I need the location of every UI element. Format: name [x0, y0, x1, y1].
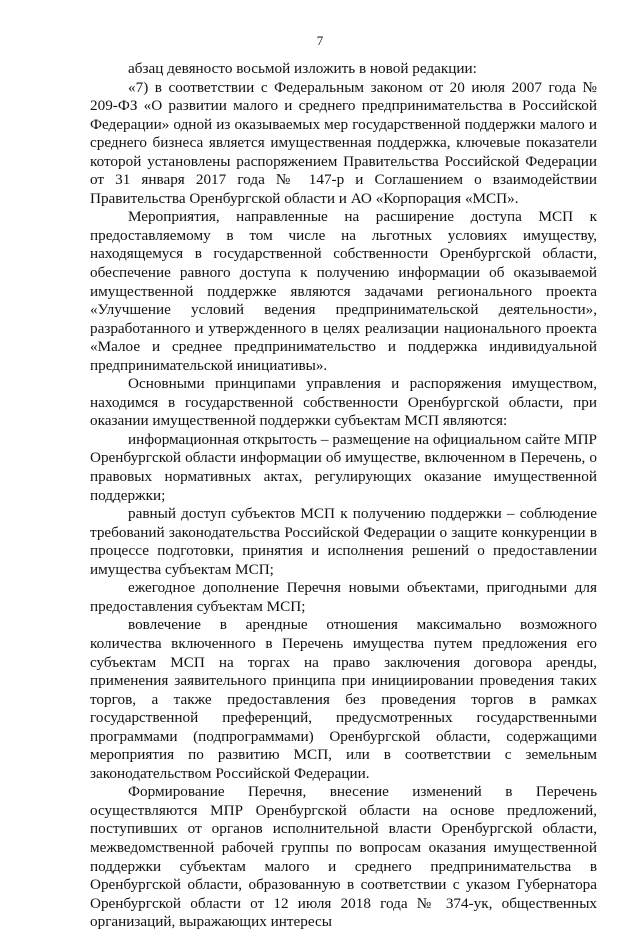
paragraph-principles: Основными принципами управления и распоряжения имуществом, находимся в государственной собственности Оренбургской области, при оказании имущественной поддержки субъектам МСП являются:: [90, 375, 597, 430]
paragraph-principle-involvement: вовлечение в арендные отношения максимально возможного количества включенного в Перечень имущества путем предложения его субъектам МСП на торгах на право заключения договора аренды, применения заявительного принципа при инициировании проведения таких торгов, а также предоставления без проведения торгов в рамках государственной преференций, предусмотренных государственными программами (подпрограммами) Оренбургской области, содержащими мероприятия по развитию МСП, или в соответствии с земельным законодательством Российской Федерации.: [90, 616, 597, 782]
page-number: 7: [316, 33, 324, 48]
paragraph-list-formation: Формирование Перечня, внесение изменений в Перечень осуществляются МПР Оренбургской области на основе предложений, поступивших от органов исполнительной власти Оренбургской области, межведомственной рабочей группы по вопросам оказания имущественной поддержки субъектам малого и среднего предпринимательства в Оренбургской области, образованную в соответствии с указом Губернатора Оренбургской области от 12 июля 2018 года № 374-ук, общественных организаций, выражающих интересы: [90, 783, 597, 931]
paragraph-principle-annual-addition: ежегодное дополнение Перечня новыми объектами, пригодными для предоставления субъектам МСП;: [90, 579, 597, 615]
paragraph-intro: абзац девяносто восьмой изложить в новой редакции:: [128, 60, 477, 77]
paragraph-principle-equal-access: равный доступ субъектов МСП к получению поддержки – соблюдение требований законодательства Российской Федерации о защите конкуренции в процессе подготовки, принятия и исполнения решений о предоставлении имущества субъектам МСП;: [90, 505, 597, 578]
document-body: [90, 60, 597, 932]
paragraph-item-7: «7) в соответствии с Федеральным законом от 20 июля 2007 года № 209-ФЗ «О развитии малого и среднего предпринимательства в Российской Федерации» одной из оказываемых мер государственной поддержки малого и среднего бизнеса является имущественная поддержка, ключевые показатели которой установлены распоряжением Правительства Российской Федерации от 31 января 2017 года № 147-р и Соглашением о взаимодействии Правительства Оренбургской области и АО «Корпорация «МСП».: [90, 78, 597, 207]
paragraph-principle-openness: информационная открытость – размещение на официальном сайте МПР Оренбургской области информации об имуществе, включенном в Перечень, о правовых нормативных актах, регулирующих оказание имущественной поддержки;: [90, 430, 597, 504]
paragraph-measures: Мероприятия, направленные на расширение доступа МСП к предоставляемому в том числе на льготных условиях имуществу, находящемуся в государственной собственности Оренбургской области, обеспечение равного доступа к получению информации об оказываемой имущественной поддержке являются задачами регионального проекта «Улучшение условий ведения предпринимательской деятельности», разработанного и утвержденного в целях реализации национального проекта «Малое и среднее предпринимательство и поддержка индивидуальной предпринимательской инициативы».: [90, 208, 597, 374]
